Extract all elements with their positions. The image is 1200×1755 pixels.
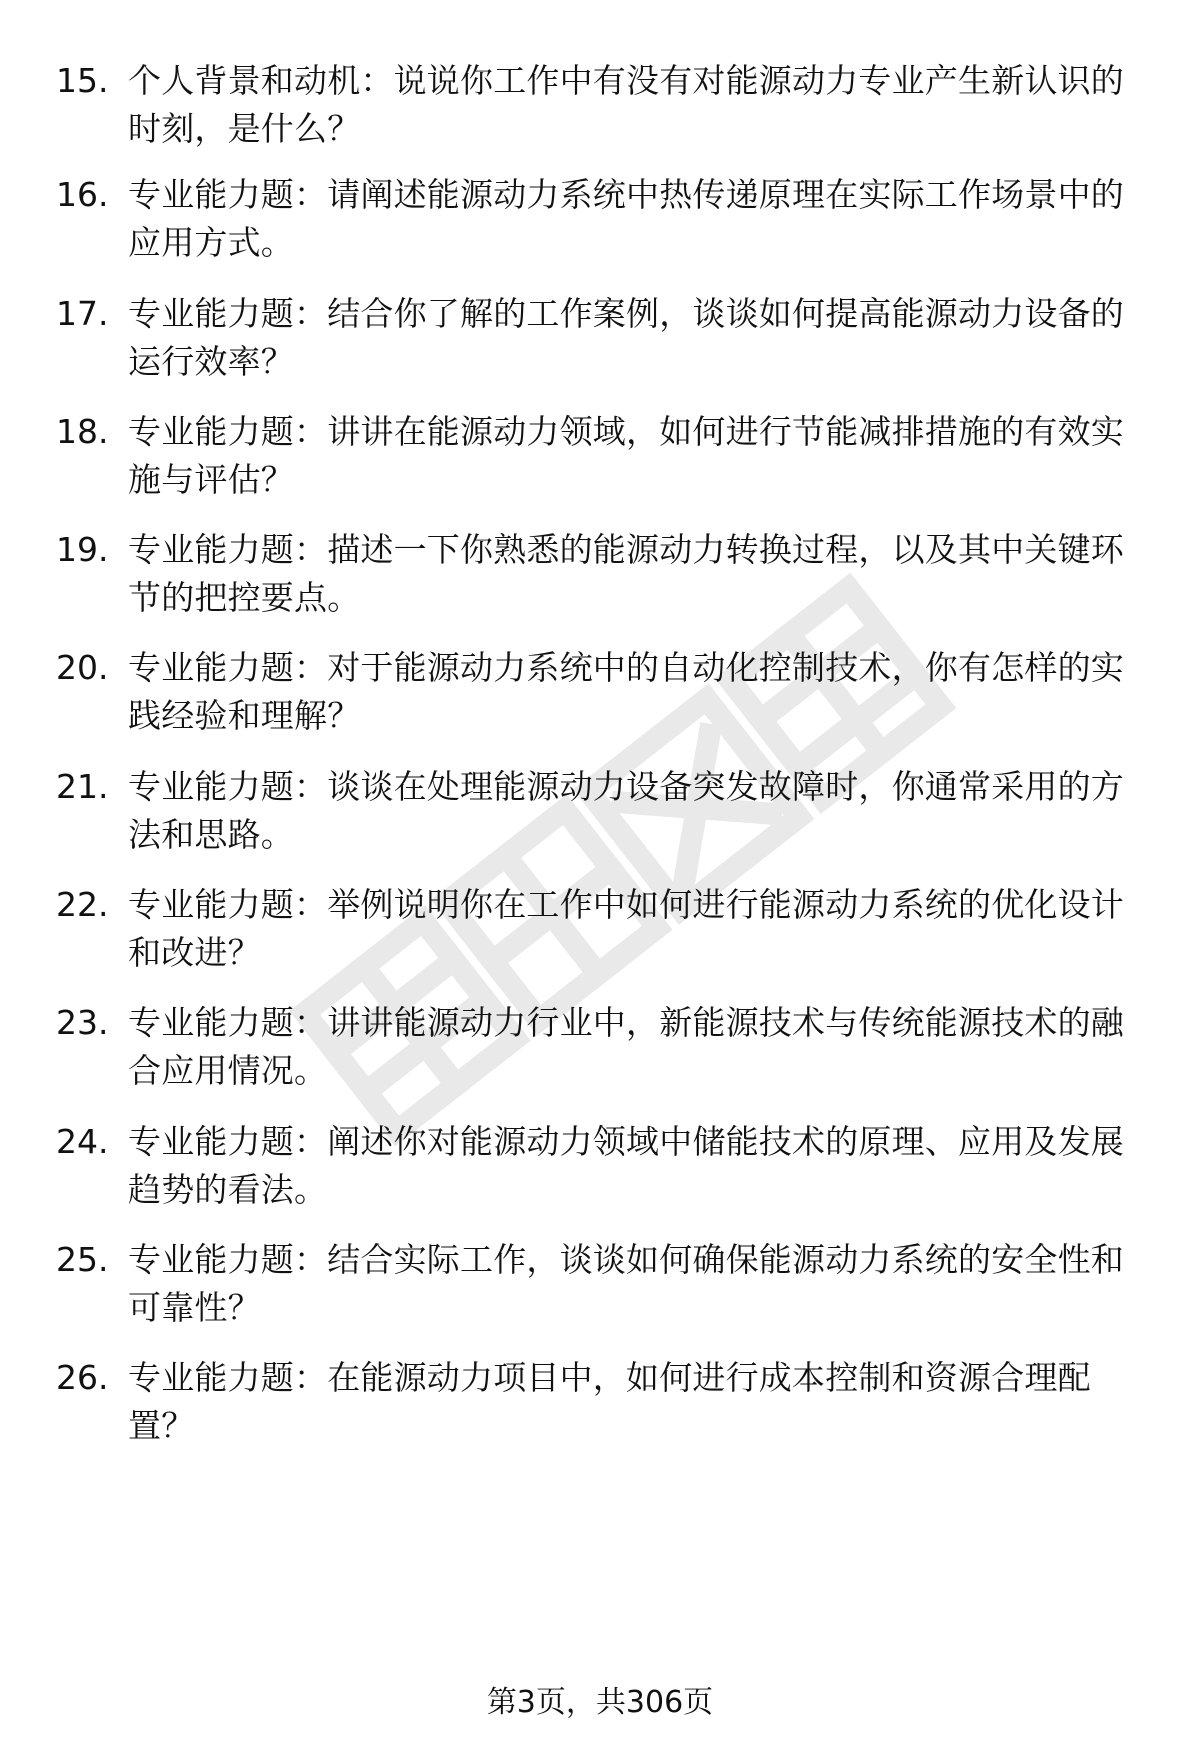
question-item	[0, 763, 1200, 873]
question-number: 21.	[56, 767, 109, 806]
question-number: 18.	[56, 412, 109, 451]
question-text: 专业能力题：结合你了解的工作案例，谈谈如何提高能源动力设备的运行效率？	[128, 294, 1124, 381]
question-item	[0, 999, 1200, 1109]
question-text: 专业能力题：在能源动力项目中，如何进行成本控制和资源合理配置？	[128, 1358, 1091, 1445]
question-text: 专业能力题：结合实际工作，谈谈如何确保能源动力系统的安全性和可靠性？	[128, 1240, 1124, 1327]
question-item	[0, 881, 1200, 991]
question-number: 24.	[56, 1122, 109, 1161]
question-item	[0, 57, 1200, 167]
question-number: 25.	[56, 1240, 109, 1279]
question-item	[0, 1354, 1200, 1464]
question-number: 19.	[56, 530, 109, 569]
question-number: 22.	[56, 885, 109, 924]
question-number: 17.	[56, 294, 109, 333]
question-text: 专业能力题：阐述你对能源动力领域中储能技术的原理、应用及发展趋势的看法。	[128, 1122, 1124, 1209]
question-item	[0, 644, 1200, 754]
question-number: 26.	[56, 1358, 109, 1397]
question-text: 专业能力题：谈谈在处理能源动力设备突发故障时，你通常采用的方法和思路。	[128, 767, 1124, 854]
question-item	[0, 526, 1200, 636]
question-text: 专业能力题：对于能源动力系统中的自动化控制技术，你有怎样的实践经验和理解？	[128, 648, 1124, 735]
question-item	[0, 408, 1200, 518]
question-text: 个人背景和动机：说说你工作中有没有对能源动力专业产生新认识的时刻，是什么？	[128, 61, 1124, 148]
question-number: 23.	[56, 1003, 109, 1042]
question-item	[0, 1236, 1200, 1346]
question-item	[0, 171, 1200, 281]
question-number: 15.	[56, 61, 109, 100]
question-text: 专业能力题：请阐述能源动力系统中热传递原理在实际工作场景中的应用方式。	[128, 175, 1124, 262]
question-number: 20.	[56, 648, 109, 687]
question-text: 专业能力题：讲讲能源动力行业中，新能源技术与传统能源技术的融合应用情况。	[128, 1003, 1124, 1090]
page-number-footer: 第3页，共306页	[486, 1685, 714, 1720]
question-text: 专业能力题：描述一下你熟悉的能源动力转换过程，以及其中关键环节的把控要点。	[128, 530, 1124, 617]
question-text: 专业能力题：举例说明你在工作中如何进行能源动力系统的优化设计和改进？	[128, 885, 1124, 972]
question-item	[0, 1118, 1200, 1228]
question-text: 专业能力题：讲讲在能源动力领域，如何进行节能减排措施的有效实施与评估？	[128, 412, 1124, 499]
question-item	[0, 290, 1200, 400]
question-number: 16.	[56, 175, 109, 214]
